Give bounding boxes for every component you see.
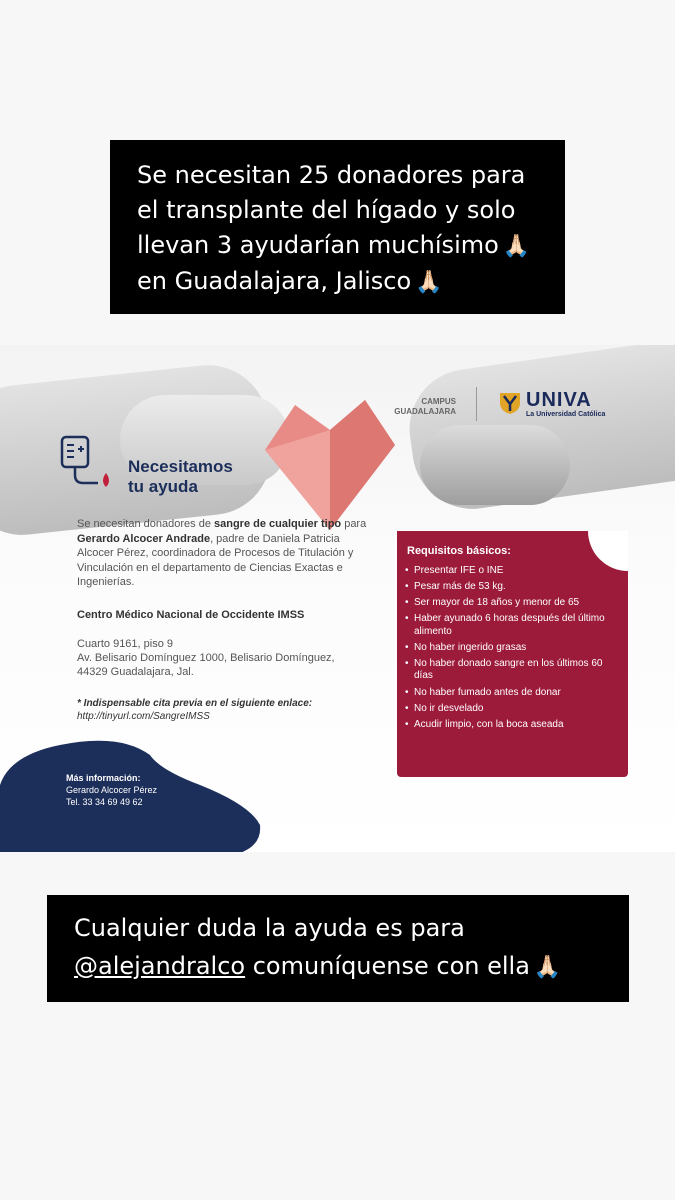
requirement-item: • No haber donado sangre en los últimos 60 días — [405, 658, 620, 683]
body-part-2: para — [341, 518, 367, 530]
bottom-caption-line-2 — [74, 947, 611, 987]
bottom-caption-line-2-text: comuníquense con ella — [245, 952, 530, 980]
requirements-title: Requisitos básicos: — [407, 545, 511, 557]
headline — [128, 457, 233, 497]
contact-name: Gerardo Alcocer Pérez — [66, 785, 158, 795]
appointment-note — [77, 697, 377, 723]
donation-flyer — [0, 345, 675, 852]
address-line-3: 44329 Guadalajara, Jal. — [77, 666, 194, 678]
top-caption-line-2: el transplante del hígado y solo — [137, 196, 516, 224]
requirement-item: • Presentar IFE o INE — [405, 565, 620, 578]
hospital-name: Centro Médico Nacional de Occidente IMSS — [77, 609, 305, 621]
body-bold-patient: Gerardo Alcocer Andrade — [77, 532, 211, 545]
bottom-caption — [47, 895, 629, 1002]
headline-line-1: Necesitamos — [128, 457, 233, 476]
campus-city: GUADALAJARA — [394, 407, 456, 416]
contact-info — [66, 772, 157, 808]
user-mention-link[interactable]: @alejandralco — [74, 952, 246, 980]
praying-hands-emoji: 🙏🏻 — [502, 234, 531, 259]
top-caption — [110, 140, 565, 314]
body-part-3: , padre de Daniela Patricia Alcocer Pérez, coordinadora de Procesos de Titulación y Vinculación en el departamento de Ciencias Exactas e Ingenierías. — [77, 532, 354, 588]
top-caption-line-3-text: llevan 3 ayudarían muchísimo — [137, 231, 499, 259]
flyer-body-text — [77, 517, 367, 590]
contact-phone: Tel. 33 34 69 49 62 — [66, 797, 143, 807]
bottom-caption-line-1: Cualquier duda la ayuda es para — [74, 914, 465, 942]
hospital-address — [77, 637, 377, 679]
univa-logo-text: UNIVA — [526, 389, 592, 411]
logo-divider — [476, 387, 477, 421]
requirement-item: • Haber ayunado 6 horas después del último alimento — [405, 613, 620, 638]
univa-subtitle: La Universidad Católica — [526, 411, 606, 418]
requirement-item: • Acudir limpio, con la boca aseada — [405, 719, 620, 732]
top-caption-line-4 — [137, 264, 549, 300]
contact-title: Más información: — [66, 773, 141, 783]
body-part-1: Se necesitan donadores de — [77, 518, 214, 530]
blood-bag-icon — [58, 433, 120, 495]
requirements-list — [405, 565, 620, 735]
campus-word: CAMPUS — [421, 397, 456, 406]
address-line-1: Cuarto 9161, piso 9 — [77, 638, 174, 650]
requirement-item: • Ser mayor de 18 años y menor de 65 — [405, 597, 620, 610]
campus-label — [388, 397, 456, 417]
requirement-item: • No haber ingerido grasas — [405, 642, 620, 655]
requirement-item: • No haber fumado antes de donar — [405, 687, 620, 700]
address-line-2: Av. Belisario Domínguez 1000, Belisario Domínguez, — [77, 652, 335, 664]
headline-line-2: tu ayuda — [128, 477, 198, 496]
top-caption-line-4-text: en Guadalajara, Jalisco — [137, 267, 412, 295]
requirement-item: • No ir desvelado — [405, 703, 620, 716]
requirement-item: • Pesar más de 53 kg. — [405, 581, 620, 594]
praying-hands-emoji: 🙏🏻 — [415, 270, 443, 295]
appointment-link[interactable]: http://tinyurl.com/SangreIMSS — [77, 711, 210, 722]
univa-shield-icon — [498, 391, 522, 415]
top-caption-line-3 — [137, 228, 549, 264]
praying-hands-emoji: 🙏🏻 — [533, 955, 562, 980]
body-bold-blood-type: sangre de cualquier tipo — [214, 518, 342, 530]
right-hand-image — [420, 425, 570, 505]
requirements-box — [397, 531, 628, 777]
top-caption-line-1: Se necesitan 25 donadores para — [137, 161, 526, 189]
appointment-note-text: * Indispensable cita previa en el siguiente enlace: — [77, 698, 313, 709]
